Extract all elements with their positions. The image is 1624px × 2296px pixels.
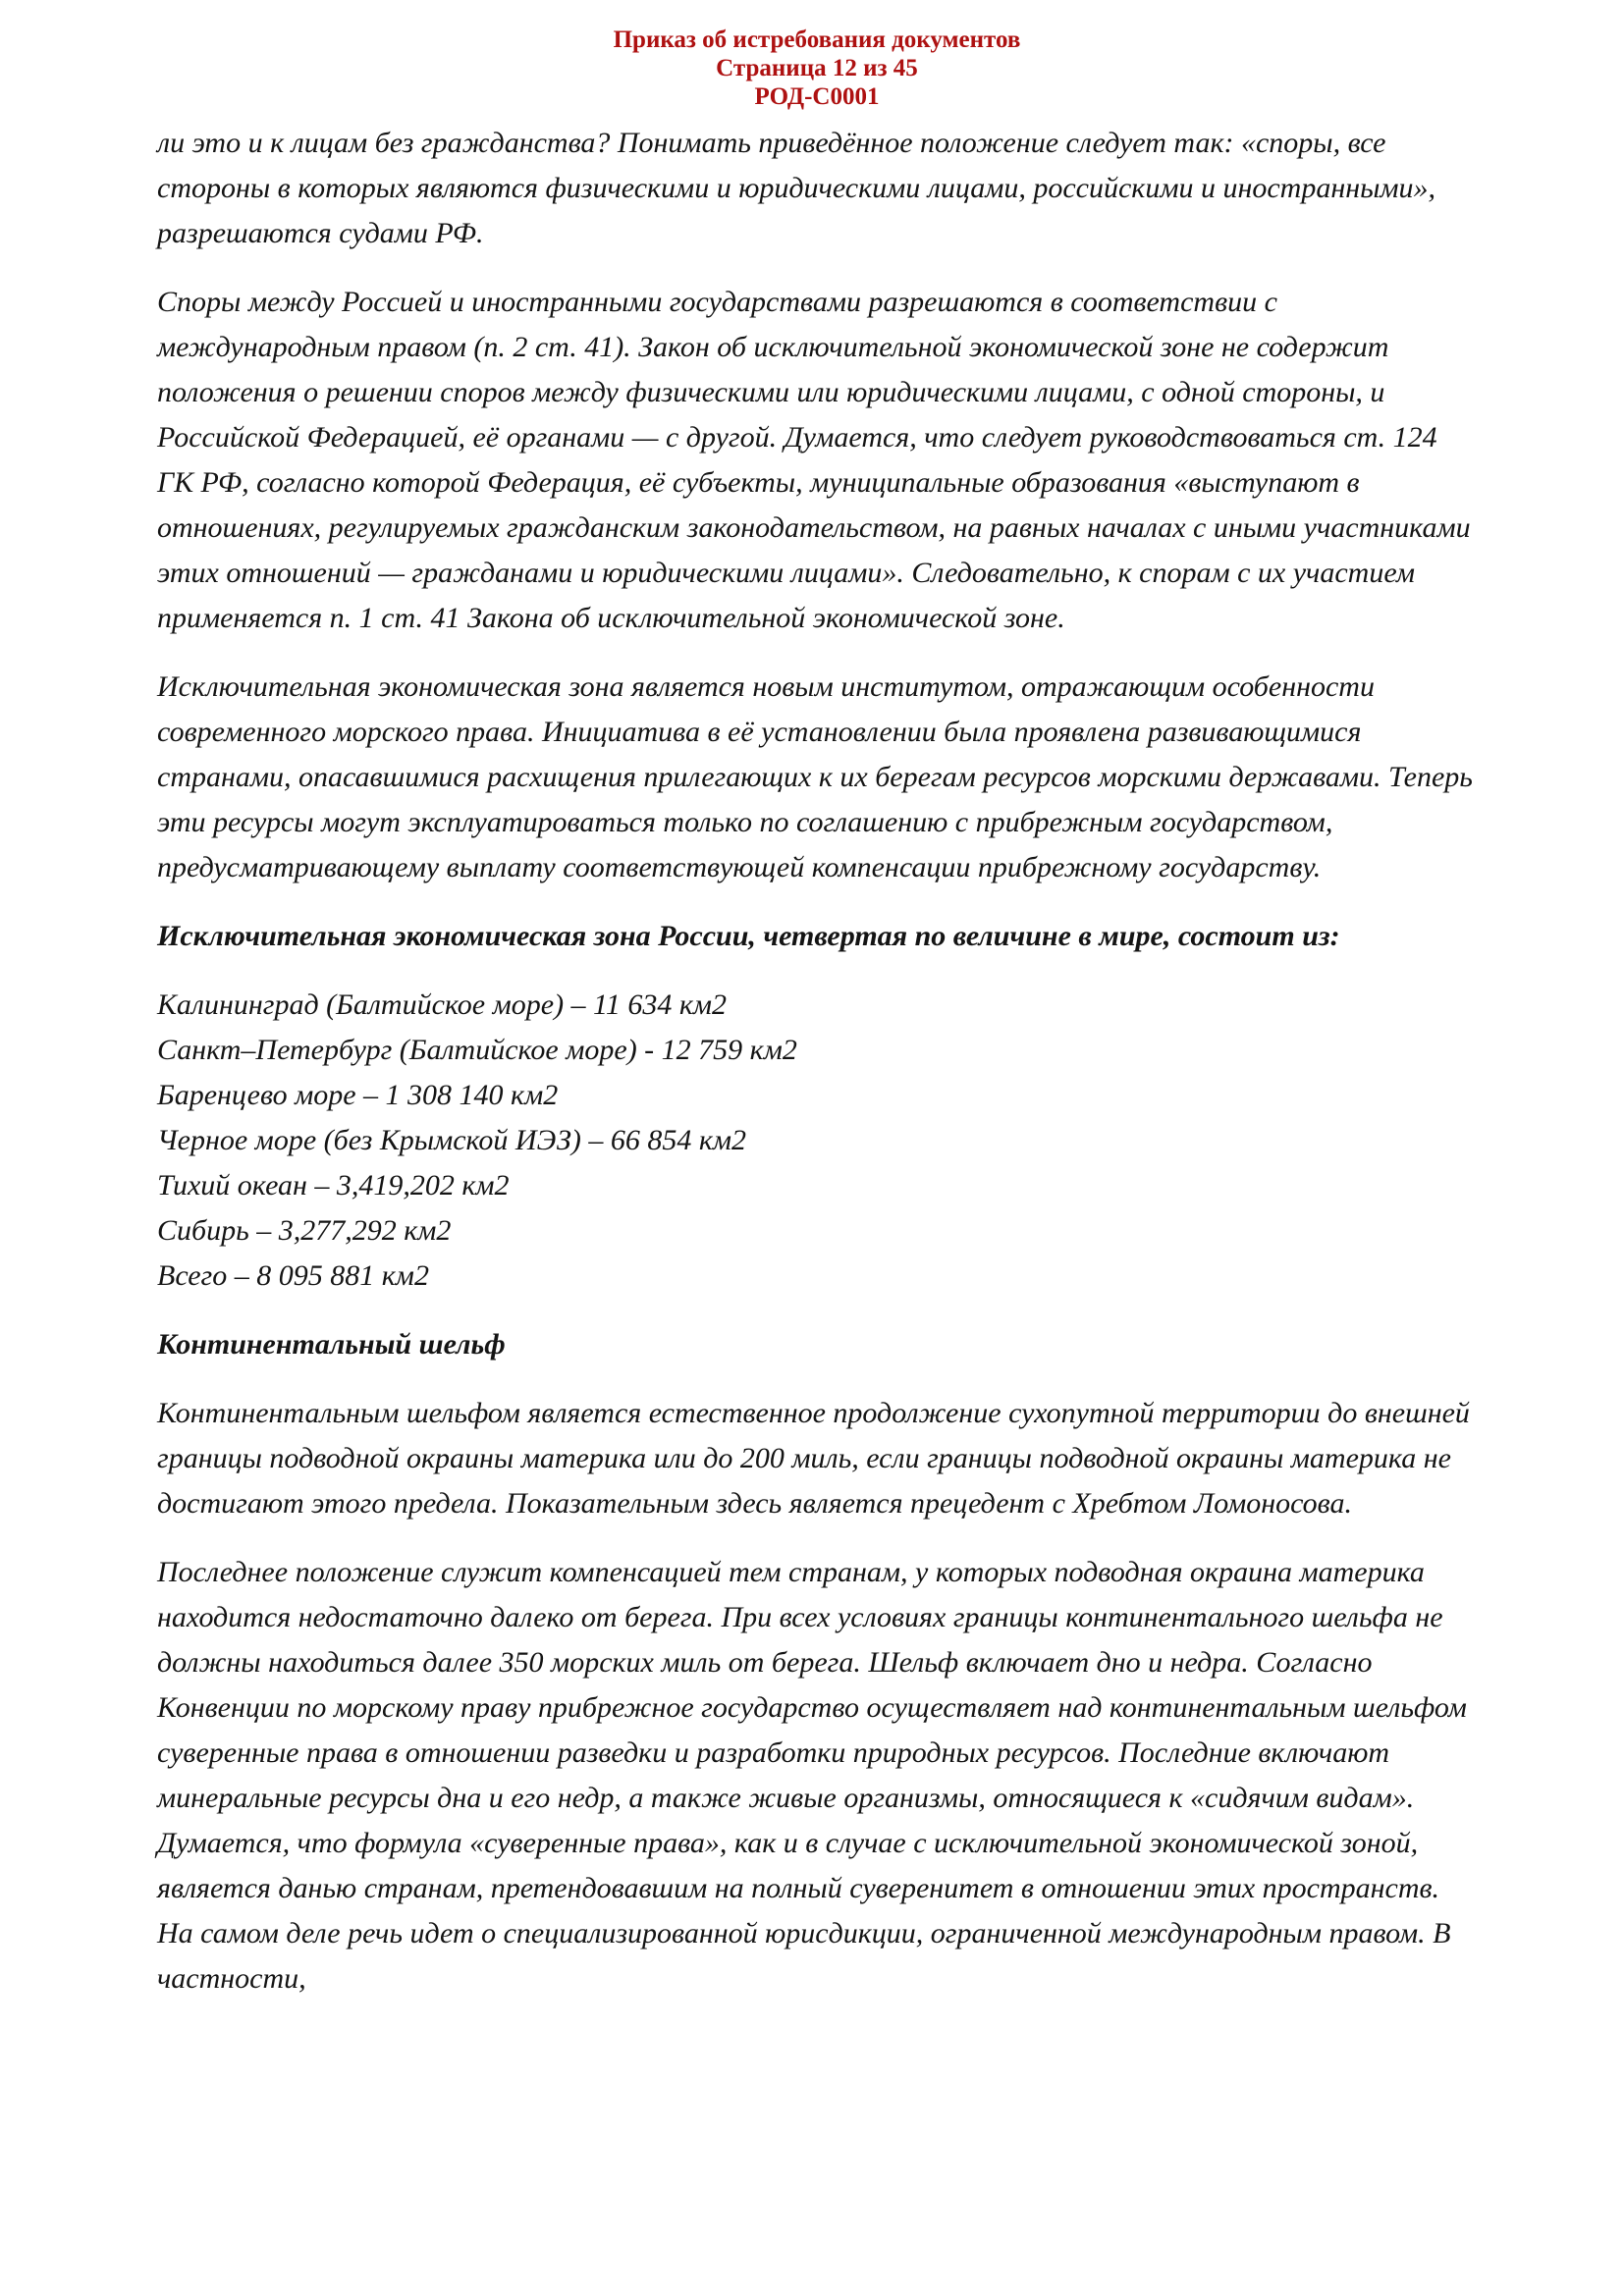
list-item: Санкт–Петербург (Балтийское море) - 12 759 км2 xyxy=(157,1034,797,1066)
list-item: Всего – 8 095 881 км2 xyxy=(157,1259,429,1292)
section-heading-continental-shelf: Континентальный шельф xyxy=(157,1328,506,1361)
list-item: Черное море (без Крымской ИЭЗ) – 66 854 км2 xyxy=(157,1124,747,1156)
paragraph-eez-composition-intro: Исключительная экономическая зона России, четвертая по величине в мире, состоит из: xyxy=(157,920,1340,952)
continental-shelf-section xyxy=(157,1322,1477,1526)
list-item: Баренцево море – 1 308 140 км2 xyxy=(157,1079,559,1111)
paragraph-shelf-rights: Последнее положение служит компенсацией тем странам, у которых подводная окраина материка находится недостаточно далеко от берега. При всех условиях границы континентального шельфа не должны находиться далее 350 морских миль от берега. Шельф включает дно и недра. Согласно Конвенции по морскому праву прибрежное государство осуществляет над континентальным шельфом суверенные права в отношении разведки и разработки природных ресурсов. Последние включают минеральные ресурсы дна и его недр, а также живые организмы, относящиеся к «сидячим видам». Думается, что формула «суверенные права», как и в случае с исключительной экономической зоной, является данью странам, претендовавшим на полный суверенитет в отношении этих пространств. На самом деле речь идет о специализированной юрисдикции, ограниченной международным правом. В частности, xyxy=(157,1556,1467,1995)
paragraph-eez-institute: Исключительная экономическая зона является новым институтом, отражающим особенности современного морского права. Инициатива в её установлении была проявлена развивающимися странами, опасавшимися расхищения прилегающих к их берегам ресурсов морскими державами. Теперь эти ресурсы могут эксплуатироваться только по соглашению с прибрежным государством, предусматривающему выплату соответствующей компенсации прибрежному государству. xyxy=(157,670,1473,883)
page-number-indicator: Страница 12 из 45 xyxy=(716,55,918,81)
eez-zone-list xyxy=(157,983,1477,1299)
paragraph-shelf-definition: Континентальным шельфом является естественное продолжение сухопутной территории до внешней границы подводной окраины материка или до 200 миль, если границы подводной окраины материка не достигают этого предела. Показательным здесь является прецедент с Хребтом Ломоносова. xyxy=(157,1397,1470,1520)
list-item: Калининград (Балтийское море) – 11 634 км2 xyxy=(157,988,728,1021)
list-item: Сибирь – 3,277,292 км2 xyxy=(157,1214,452,1247)
paragraph-citizenship-disputes: ли это и к лицам без гражданства? Понимать приведённое положение следует так: «споры, все стороны в которых являются физическими и юридическими лицами, российскими и иностранными», разрешаются судами РФ. xyxy=(157,127,1436,249)
document-code: РОД-С0001 xyxy=(754,83,880,110)
document-header xyxy=(157,26,1477,111)
document-body xyxy=(157,121,1477,2002)
document-title: Приказ об истребования документов xyxy=(613,27,1021,53)
paragraph-interstate-disputes: Споры между Россией и иностранными государствами разрешаются в соответствии с международным правом (п. 2 ст. 41). Закон об исключительной экономической зоне не содержит положения о решении споров между физическими или юридическими лицами, с одной стороны, и Российской Федерацией, её органами — с другой. Думается, что следует руководствоваться ст. 124 ГК РФ, согласно которой Федерация, её субъекты, муниципальные образования «выступают в отношениях, регулируемых гражданским законодательством, на равных началах с иными участниками этих отношений — гражданами и юридическими лицами». Следовательно, к спорам с их участием применяется п. 1 ст. 41 Закона об исключительной экономической зоне. xyxy=(157,286,1471,634)
list-item: Тихий океан – 3,419,202 км2 xyxy=(157,1169,510,1201)
